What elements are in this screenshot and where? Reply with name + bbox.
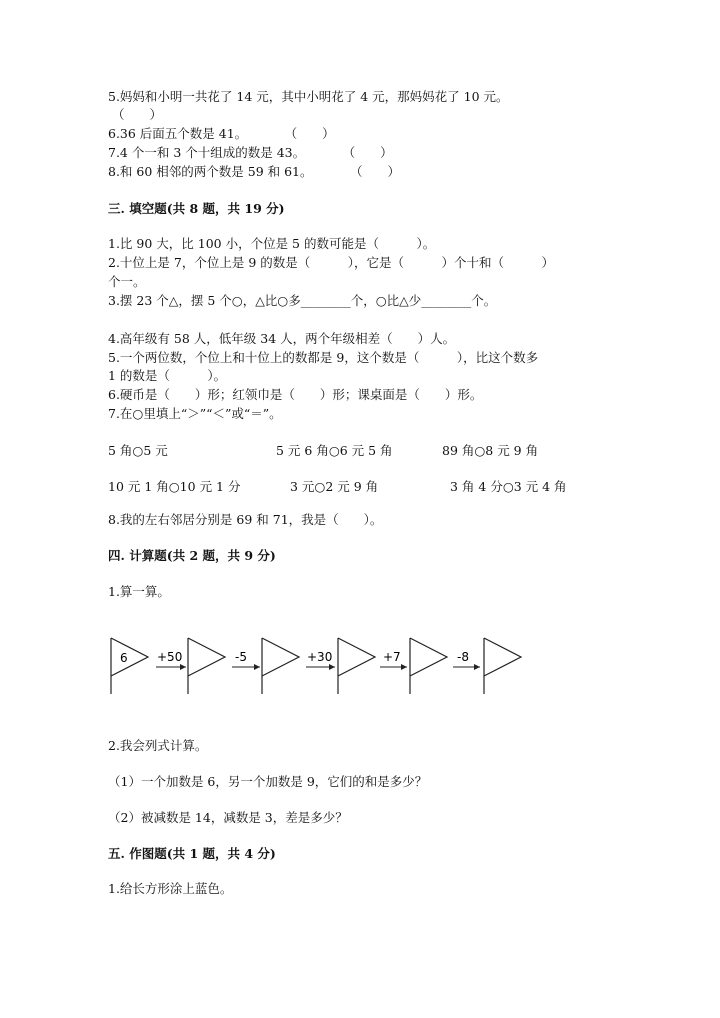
draw-heading: 五. 作图题(共 1 题，共 4 分) xyxy=(108,846,276,861)
fill-q2-line2: 个一。 xyxy=(108,274,146,289)
calc-q2-1: （1）一个加数是 6，另一个加数是 9，它们的和是多少？ xyxy=(108,774,428,789)
fill-q8: 8.我的左右邻居分别是 69 和 71，我是（ ）。 xyxy=(108,512,383,527)
calc-q1: 1.算一算。 xyxy=(108,584,170,599)
judge-q7: 7.4 个一和 3 个十组成的数是 43。 （ ） xyxy=(108,145,393,160)
flag-blank xyxy=(338,638,375,694)
fill-q7: 7.在○里填上“＞”“＜”或“＝”。 xyxy=(108,406,282,421)
fill-q2-line1: 2.十位上是 7，个位上是 9 的数是（ ），它是（ ）个十和（ ） xyxy=(108,255,555,270)
flag-start-value: 6 xyxy=(120,651,128,665)
fill-q1: 1.比 90 大，比 100 小，个位是 5 的数可能是（ ）。 xyxy=(108,236,436,251)
fill-q4: 4.高年级有 58 人，低年级 34 人，两个年级相差（ ）人。 xyxy=(108,331,456,346)
fill-q6: 6.硬币是（ ）形；红领巾是（ ）形；课桌面是（ ）形。 xyxy=(108,387,483,402)
chain-op: +30 xyxy=(307,650,333,664)
compare-item: 3 角 4 分○3 元 4 角 xyxy=(450,479,567,494)
judge-q5-answer-blank: （ ） xyxy=(112,107,163,122)
flag-blank xyxy=(410,638,447,694)
compare-item: 5 元 6 角○6 元 5 角 xyxy=(276,443,393,458)
chain-op: +50 xyxy=(157,650,183,664)
calc-q2: 2.我会列式计算。 xyxy=(108,738,208,753)
fill-q3: 3.摆 23 个△，摆 5 个○，△比○多________个，○比△少________个。 xyxy=(108,293,497,308)
calc-flag-chain xyxy=(100,628,530,698)
fill-q5-line1: 5.一个两位数，个位上和十位上的数都是 9，这个数是（ ），比这个数多 xyxy=(108,350,539,365)
chain-op: -5 xyxy=(235,650,247,664)
compare-item: 10 元 1 角○10 元 1 分 xyxy=(108,479,241,494)
draw-q1: 1.给长方形涂上蓝色。 xyxy=(108,881,233,896)
judge-q8: 8.和 60 相邻的两个数是 59 和 61。 （ ） xyxy=(108,164,401,179)
fill-q5-line2: 1 的数是（ ）。 xyxy=(108,368,227,383)
calc-q2-2: （2）被减数是 14，减数是 3，差是多少？ xyxy=(108,810,348,825)
compare-item: 5 角○5 元 xyxy=(108,443,168,458)
judge-q5-line1: 5.妈妈和小明一共花了 14 元，其中小明花了 4 元，那妈妈花了 10 元。 xyxy=(108,89,509,104)
flag-blank xyxy=(188,638,225,694)
fill-heading: 三. 填空题(共 8 题，共 19 分) xyxy=(108,201,285,216)
chain-op: -8 xyxy=(457,650,469,664)
flag-start xyxy=(111,638,148,694)
compare-item: 89 角○8 元 9 角 xyxy=(442,443,539,458)
flag-blank xyxy=(484,638,521,694)
judge-q6: 6.36 后面五个数是 41。 （ ） xyxy=(108,126,335,141)
chain-op: +7 xyxy=(383,650,401,664)
flag-blank xyxy=(262,638,299,694)
calc-heading: 四. 计算题(共 2 题，共 9 分) xyxy=(108,548,276,563)
compare-item: 3 元○2 元 9 角 xyxy=(290,479,379,494)
